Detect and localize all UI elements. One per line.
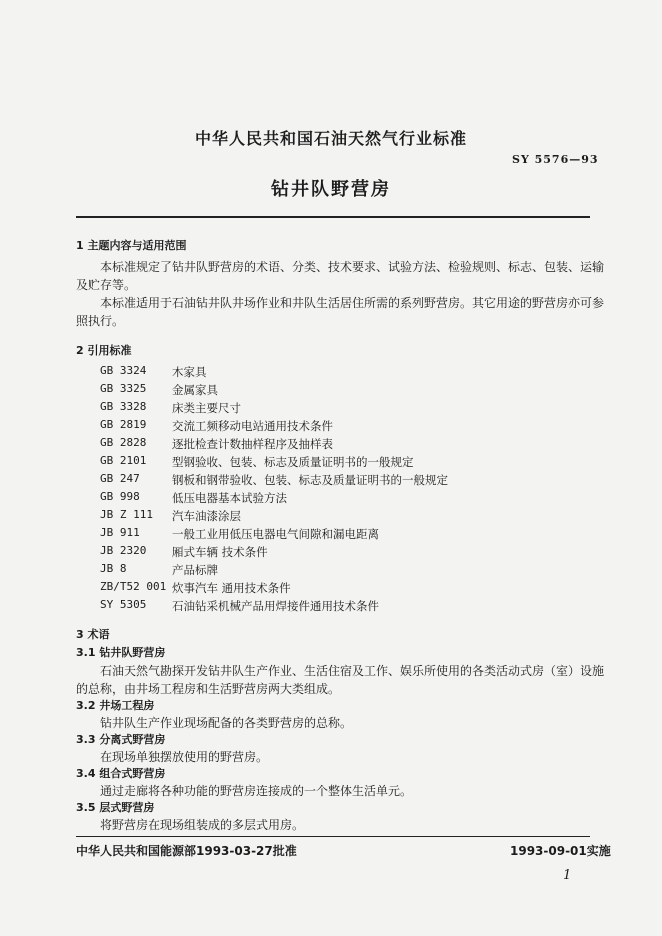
section-1-para-2-line-2: 照执行。 (76, 314, 125, 328)
ref-code: JB Z 111 (100, 508, 153, 521)
term-definition: 在现场单独摆放使用的野营房。 (100, 750, 269, 764)
section-1-para-2-line-1: 本标准适用于石油钻井队井场作业和井队生活居住所需的系列野营房。其它用途的野营房亦可参 (100, 296, 605, 310)
term-heading: 3.4 组合式野营房 (76, 767, 166, 780)
ref-title: 一般工业用低压电器电气间隙和漏电距离 (172, 527, 379, 541)
ref-code: ZB/T52 001 (100, 580, 167, 593)
section-1-para-1-line-2: 及贮存等。 (76, 278, 137, 292)
ref-title: 床类主要尺寸 (172, 401, 241, 415)
ref-title: 逐批检查计数抽样程序及抽样表 (172, 437, 333, 451)
ref-title: 厢式车辆 技术条件 (172, 545, 268, 559)
standard-code: SY 5576—93 (512, 153, 599, 166)
ref-code: GB 2101 (100, 454, 147, 467)
term-definition: 的总称，由井场工程房和生活野营房两大类组成。 (76, 682, 341, 696)
ref-code: GB 3324 (100, 364, 147, 377)
section-1-heading: 1 主题内容与适用范围 (76, 239, 187, 252)
bottom-divider (76, 836, 590, 837)
ref-title: 木家具 (172, 365, 207, 379)
top-divider (76, 216, 590, 218)
ref-title: 型钢验收、包装、标志及质量证明书的一般规定 (172, 455, 414, 469)
effective-date: 1993-09-01实施 (510, 844, 611, 858)
ref-code: GB 2828 (100, 436, 147, 449)
ref-code: SY 5305 (100, 598, 147, 611)
ref-code: GB 247 (100, 472, 140, 485)
org-title: 中华人民共和国石油天然气行业标准 (194, 129, 467, 148)
ref-code: GB 3328 (100, 400, 147, 413)
section-1-para-1-line-1: 本标准规定了钻井队野营房的术语、分类、技术要求、试验方法、检验规则、标志、包装、运输 (100, 260, 605, 274)
ref-title: 钢板和钢带验收、包装、标志及质量证明书的一般规定 (172, 473, 448, 487)
ref-title: 交流工频移动电站通用技术条件 (172, 419, 333, 433)
term-heading: 3.5 层式野营房 (76, 801, 155, 814)
section-3-heading: 3 术语 (76, 628, 110, 641)
ref-code: GB 3325 (100, 382, 147, 395)
ref-code: JB 8 (100, 562, 127, 575)
term-definition: 钻井队生产作业现场配备的各类野营房的总称。 (100, 716, 353, 730)
approval-note: 中华人民共和国能源部1993-03-27批准 (76, 844, 297, 858)
term-heading: 3.1 钻井队野营房 (76, 646, 166, 659)
page-number: 1 (563, 868, 572, 883)
ref-title: 汽车油漆涂层 (172, 509, 241, 523)
ref-title: 产品标牌 (172, 563, 218, 577)
ref-title: 石油钻采机械产品用焊接件通用技术条件 (172, 599, 379, 613)
ref-code: GB 2819 (100, 418, 147, 431)
term-definition: 将野营房在现场组装成的多层式用房。 (100, 818, 305, 832)
ref-title: 低压电器基本试验方法 (172, 491, 287, 505)
term-definition: 石油天然气勘探开发钻井队生产作业、生活住宿及工作、娱乐所使用的各类活动式房（室）设施 (100, 664, 605, 678)
document-title: 钻井队野营房 (271, 179, 391, 200)
section-2-heading: 2 引用标准 (76, 344, 132, 357)
ref-title: 炊事汽车 通用技术条件 (172, 581, 291, 595)
ref-code: JB 911 (100, 526, 140, 539)
ref-title: 金属家具 (172, 383, 218, 397)
term-definition: 通过走廊将各种功能的野营房连接成的一个整体生活单元。 (100, 784, 413, 798)
term-heading: 3.2 井场工程房 (76, 699, 155, 712)
term-heading: 3.3 分离式野营房 (76, 733, 166, 746)
ref-code: GB 998 (100, 490, 140, 503)
ref-code: JB 2320 (100, 544, 147, 557)
